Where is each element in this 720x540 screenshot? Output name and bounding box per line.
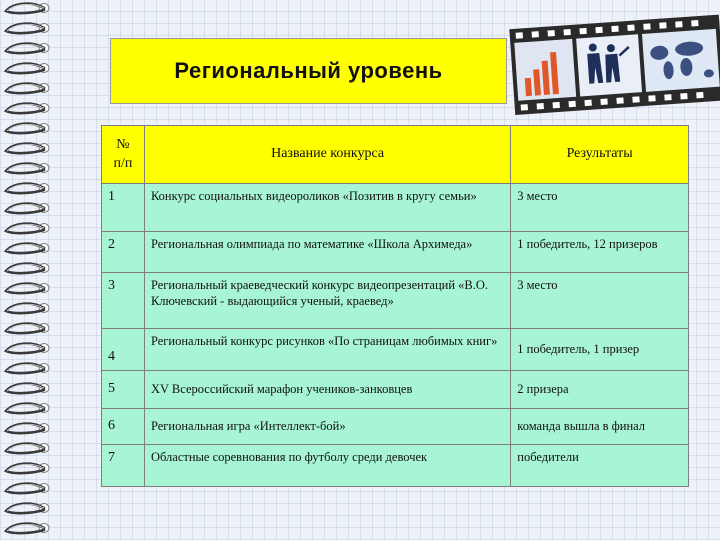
table-row	[102, 273, 689, 329]
row-number: 7	[102, 445, 145, 487]
table-row	[102, 184, 689, 232]
table-row	[102, 232, 689, 273]
contest-result: 1 победитель, 12 призеров	[511, 232, 689, 273]
contest-result: 3 место	[511, 184, 689, 232]
row-number: 2	[102, 232, 145, 273]
contest-name: Региональный краеведческий конкурс видеопрезентаций «В.О. Ключевский - выдающийся ученый, краевед»	[144, 273, 510, 329]
title-banner	[110, 38, 507, 104]
contest-name: Региональная олимпиада по математике «Школа Архимеда»	[144, 232, 510, 273]
column-header-results: Результаты	[511, 126, 689, 184]
filmstrip-presentation-icon	[508, 8, 720, 120]
contest-name: Конкурс социальных видеороликов «Позитив в кругу семьи»	[144, 184, 510, 232]
column-header-contest-name: Название конкурса	[144, 126, 510, 184]
table-row	[102, 371, 689, 409]
row-number: 4	[102, 329, 145, 371]
row-number: 3	[102, 273, 145, 329]
spiral-binding-icon	[0, 0, 64, 540]
contest-results-table	[101, 125, 689, 487]
contest-name: XV Всероссийский марафон учеников-занковцев	[144, 371, 510, 409]
contest-result: победители	[511, 445, 689, 487]
contest-result: 2 призера	[511, 371, 689, 409]
row-number: 6	[102, 409, 145, 445]
table-header-row	[102, 126, 689, 184]
page-title: Региональный уровень	[174, 58, 443, 83]
contest-result: 3 место	[511, 273, 689, 329]
contest-name: Региональный конкурс рисунков «По страницам любимых книг»	[144, 329, 510, 371]
table-row	[102, 445, 689, 487]
column-header-number: № п/п	[102, 126, 145, 184]
row-number: 5	[102, 371, 145, 409]
contest-result: 1 победитель, 1 призер	[511, 329, 689, 371]
contest-name: Областные соревнования по футболу среди девочек	[144, 445, 510, 487]
table-row	[102, 329, 689, 371]
contest-name: Региональная игра «Интеллект-бой»	[144, 409, 510, 445]
table-row	[102, 409, 689, 445]
contest-result: команда вышла в финал	[511, 409, 689, 445]
row-number: 1	[102, 184, 145, 232]
